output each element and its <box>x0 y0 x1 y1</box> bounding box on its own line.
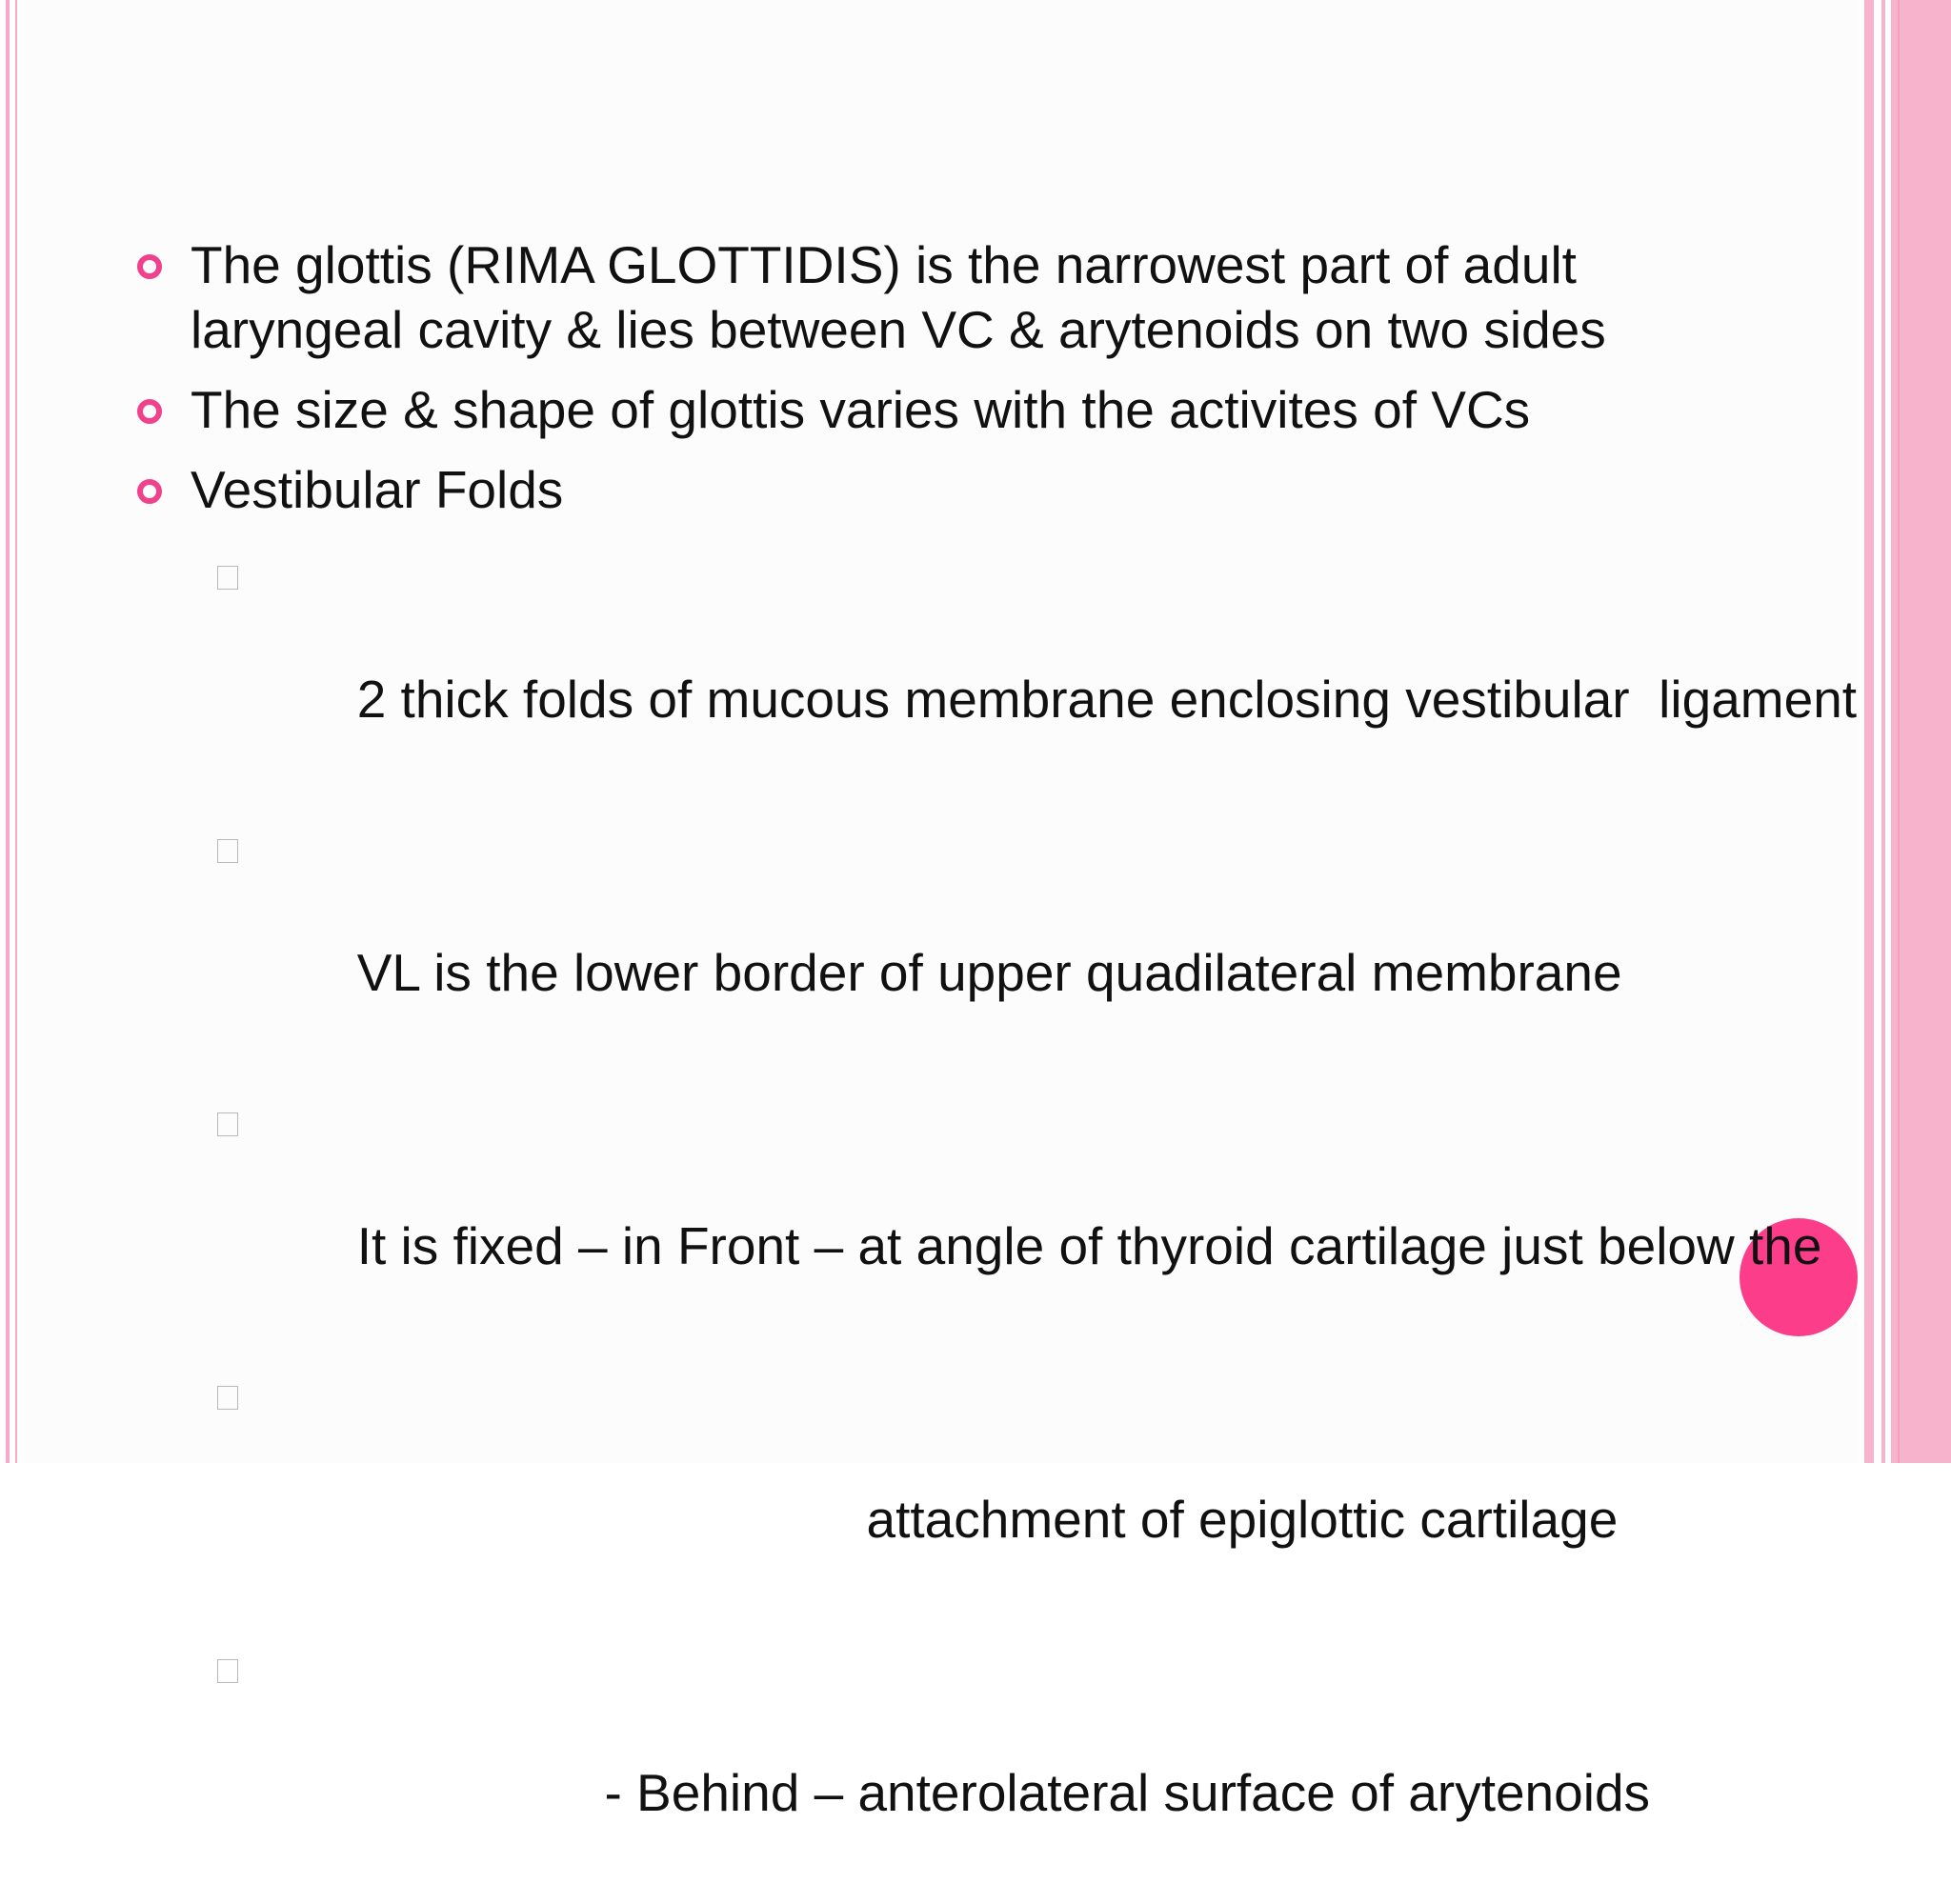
bullet-text: laryngeal cavity & lies between VC & arytenoids on two sides <box>191 300 1606 359</box>
ring-bullet-icon <box>137 479 162 504</box>
box-bullet-icon <box>217 1386 238 1410</box>
sub-bullet-item <box>133 811 1848 1070</box>
sub-bullet-text: It is fixed – in Front – at angle of thyroid cartilage just below the <box>356 1216 1822 1275</box>
box-bullet-icon <box>217 1659 238 1683</box>
box-bullet-icon <box>217 566 238 590</box>
bullet-item <box>133 377 1848 442</box>
right-border-stripe <box>1864 0 1874 1463</box>
left-border <box>0 0 25 1463</box>
right-border-stripe <box>1881 0 1885 1463</box>
sub-bullet-text: 2 thick folds of mucous membrane enclosing vestibular ligament <box>356 670 1858 729</box>
ring-bullet-icon <box>137 399 162 424</box>
left-border-stripe <box>15 0 17 1463</box>
box-bullet-icon <box>217 1112 238 1136</box>
bullet-item <box>133 457 1848 522</box>
sub-bullet-item <box>133 537 1858 796</box>
sub-bullet-text: attachment of epiglottic cartilage <box>356 1490 1619 1549</box>
left-border-stripe <box>6 0 10 1463</box>
bullet-text: The glottis (RIMA GLOTTIDIS) is the narrowest part of adult <box>191 235 1577 294</box>
sub-bullet-item <box>133 1357 1848 1616</box>
sub-bullet-text: VL is the lower border of upper quadilateral membrane <box>356 943 1622 1002</box>
bullet-text: The size & shape of glottis varies with the activites of VCs <box>191 380 1531 439</box>
bullet-text: Vestibular Folds <box>191 460 564 519</box>
slide-body <box>133 232 1858 1904</box>
sub-bullet-item <box>133 1084 1848 1343</box>
sub-bullet-text: - Behind – anterolateral surface of arytenoids <box>356 1763 1651 1822</box>
ring-bullet-icon <box>137 254 162 279</box>
right-border-stripe <box>1891 0 1951 1463</box>
right-border-stripe <box>1898 0 1900 1463</box>
box-bullet-icon <box>217 839 238 863</box>
sub-bullet-item <box>133 1631 1848 1890</box>
bullet-item <box>133 232 1848 362</box>
